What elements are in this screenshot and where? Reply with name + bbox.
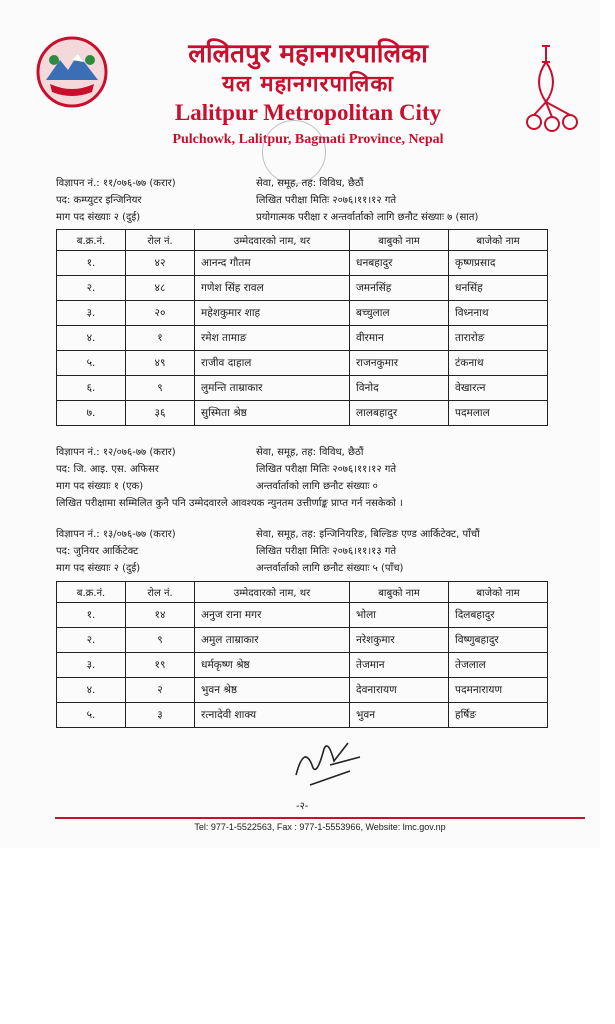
cell-name: गणेश सिंह रावल xyxy=(195,276,350,301)
office-stamp xyxy=(262,120,326,184)
cell-sn: ४. xyxy=(57,678,126,703)
cell-name: सुस्मिता श्रेष्ठ xyxy=(195,401,350,426)
cell-roll: २० xyxy=(126,301,195,326)
col-name: उम्मेदवारको नाम, थर xyxy=(195,582,350,603)
cell-father: राजनकुमार xyxy=(350,351,449,376)
cell-grandfather: दिलबहादुर xyxy=(449,603,548,628)
col-sn: ब.क्र.नं. xyxy=(57,230,126,251)
table-row xyxy=(57,276,548,301)
cell-grandfather: तेजलाल xyxy=(449,653,548,678)
cell-sn: १. xyxy=(57,603,126,628)
col-roll: रोल नं. xyxy=(126,582,195,603)
col-father: बाबुको नाम xyxy=(350,230,449,251)
cell-name: महेशकुमार शाह xyxy=(195,301,350,326)
cell-father: भोला xyxy=(350,603,449,628)
cell-roll: १ xyxy=(126,326,195,351)
cell-grandfather: ताराराेङ xyxy=(449,326,548,351)
post-name: पद: कम्प्युटर इन्जिनियर xyxy=(56,195,142,206)
cell-name: भुवन श्रेष्ठ xyxy=(195,678,350,703)
cell-name: लुमन्ति ताम्राकार xyxy=(195,376,350,401)
table-row xyxy=(57,653,548,678)
table-row xyxy=(57,603,548,628)
cell-roll: २ xyxy=(126,678,195,703)
cell-name: आनन्द गौतम xyxy=(195,251,350,276)
cell-grandfather: विष्णुबहादुर xyxy=(449,628,548,653)
cell-name: राजीव दाहाल xyxy=(195,351,350,376)
cell-sn: ६. xyxy=(57,376,126,401)
notice-1-meta xyxy=(56,177,479,228)
cell-sn: ५. xyxy=(57,703,126,728)
cell-roll: ९ xyxy=(126,628,195,653)
cell-roll: १४ xyxy=(126,603,195,628)
exam-date: लिखित परीक्षा मितिः २०७६।११।१२ गते xyxy=(256,464,397,475)
cell-father: जमनसिंह xyxy=(350,276,449,301)
cell-grandfather: टंकनाथ xyxy=(449,351,548,376)
notice-3-meta xyxy=(56,528,480,579)
cell-roll: ४९ xyxy=(126,351,195,376)
title-nepali: ललितपुर महानगरपालिका xyxy=(188,39,428,69)
table-row xyxy=(57,376,548,401)
cell-father: देवनारायण xyxy=(350,678,449,703)
cell-roll: ४२ xyxy=(126,251,195,276)
post-name: पद: जुनियर आर्किटेक्ट xyxy=(56,546,139,557)
shortlist-count: अन्तर्वार्ताको लागि छनौट संख्याः ० xyxy=(256,481,378,492)
table-header-row xyxy=(57,230,548,251)
cell-roll: ९ xyxy=(126,376,195,401)
col-name: उम्मेदवारको नाम, थर xyxy=(195,230,350,251)
service-group: सेवा, समूह, तह: इन्जिनियरिङ, बिल्डिङ एण्ड आर्किटेक्ट, पाँचौं xyxy=(256,529,480,540)
post-name: पद: जि. आइ. एस. अफिसर xyxy=(56,464,159,475)
cell-sn: २. xyxy=(57,628,126,653)
cell-father: नरेशकुमार xyxy=(350,628,449,653)
cell-father: बच्चुलाल xyxy=(350,301,449,326)
signature xyxy=(290,735,370,790)
cell-father: भुवन xyxy=(350,703,449,728)
demand-count: माग पद संख्याः १ (एक) xyxy=(56,481,144,492)
endless-knot-icon xyxy=(522,42,584,138)
cell-sn: ३. xyxy=(57,301,126,326)
exam-date: लिखित परीक्षा मितिः २०७६।११।१३ गते xyxy=(256,546,397,557)
candidates-table-2 xyxy=(56,581,548,728)
ad-number: विज्ञापन नं.: १२/०७६-७७ (करार) xyxy=(56,447,176,458)
col-grandfather: बाजेको नाम xyxy=(449,230,548,251)
table-row xyxy=(57,678,548,703)
notice-2-meta xyxy=(56,446,596,514)
cell-sn: ३. xyxy=(57,653,126,678)
page-number: -२- xyxy=(296,801,309,812)
cell-father: धनबहादुर xyxy=(350,251,449,276)
col-grandfather: बाजेको नाम xyxy=(449,582,548,603)
table-row xyxy=(57,401,548,426)
service-group: सेवा, समूह, तह: विविध, छैठौं xyxy=(256,447,364,458)
table-row xyxy=(57,351,548,376)
cell-grandfather: वेखारत्न xyxy=(449,376,548,401)
cell-father: विनोद xyxy=(350,376,449,401)
table-row xyxy=(57,326,548,351)
cell-grandfather: कृष्णप्रसाद xyxy=(449,251,548,276)
cell-name: रत्नादेवी शाक्य xyxy=(195,703,350,728)
cell-roll: ३६ xyxy=(126,401,195,426)
table-header-row xyxy=(57,582,548,603)
table-row xyxy=(57,251,548,276)
cell-roll: १९ xyxy=(126,653,195,678)
cell-name: अनुज राना मगर xyxy=(195,603,350,628)
notice-2-note: लिखित परीक्षामा सम्मिलित कुनै पनि उम्मेदवारले आवश्यक न्युनतम उत्तीर्णाङ्क प्राप्त गर्न नसकेको । xyxy=(56,498,403,509)
address: Pulchowk, Lalitpur, Bagmati Province, Nepal xyxy=(172,132,444,147)
col-father: बाबुको नाम xyxy=(350,582,449,603)
cell-grandfather: पदमलाल xyxy=(449,401,548,426)
demand-count: माग पद संख्याः २ (दुई) xyxy=(56,212,141,223)
service-group: सेवा, समूह, तह: विविध, छैठौं xyxy=(256,178,364,189)
footer-contact: Tel: 977-1-5522563, Fax : 977-1-5553966, Website: lmc.gov.np xyxy=(194,822,446,832)
table-row xyxy=(57,301,548,326)
cell-grandfather: धनसिंह xyxy=(449,276,548,301)
ad-number: विज्ञापन नं.: ११/०७६-७७ (करार) xyxy=(56,178,176,189)
col-sn: ब.क्र.नं. xyxy=(57,582,126,603)
exam-date: लिखित परीक्षा मितिः २०७६।११।१२ गते xyxy=(256,195,397,206)
title-newari: यल महानगरपालिका xyxy=(222,71,394,97)
cell-sn: ५. xyxy=(57,351,126,376)
col-roll: रोल नं. xyxy=(126,230,195,251)
table-row xyxy=(57,703,548,728)
cell-father: तेजमान xyxy=(350,653,449,678)
shortlist-count: अन्तर्वार्ताको लागि छनौट संख्याः ५ (पाँच) xyxy=(256,563,404,574)
cell-grandfather: पदमनारायण xyxy=(449,678,548,703)
demand-count: माग पद संख्याः २ (दुई) xyxy=(56,563,141,574)
cell-sn: १. xyxy=(57,251,126,276)
candidates-table-1 xyxy=(56,229,548,426)
cell-roll: ४८ xyxy=(126,276,195,301)
shortlist-count: प्रयोगात्मक परीक्षा र अन्तर्वार्ताको लागि छनौट संख्याः ७ (सात) xyxy=(256,212,479,223)
cell-grandfather: हर्षिङ xyxy=(449,703,548,728)
cell-father: लालबहादुर xyxy=(350,401,449,426)
footer-divider xyxy=(55,817,585,819)
cell-father: वीरमान xyxy=(350,326,449,351)
ad-number: विज्ञापन नं.: १३/०७६-७७ (करार) xyxy=(56,529,176,540)
cell-name: अमुल ताम्राकार xyxy=(195,628,350,653)
cell-sn: ४. xyxy=(57,326,126,351)
cell-name: धर्मकृष्ण श्रेष्ठ xyxy=(195,653,350,678)
cell-sn: ७. xyxy=(57,401,126,426)
nepal-emblem-icon xyxy=(36,36,108,108)
title-english: Lalitpur Metropolitan City xyxy=(174,100,442,125)
table-row xyxy=(57,628,548,653)
cell-sn: २. xyxy=(57,276,126,301)
cell-roll: ३ xyxy=(126,703,195,728)
cell-grandfather: विध्ननाथ xyxy=(449,301,548,326)
cell-name: रमेश तामाङ xyxy=(195,326,350,351)
